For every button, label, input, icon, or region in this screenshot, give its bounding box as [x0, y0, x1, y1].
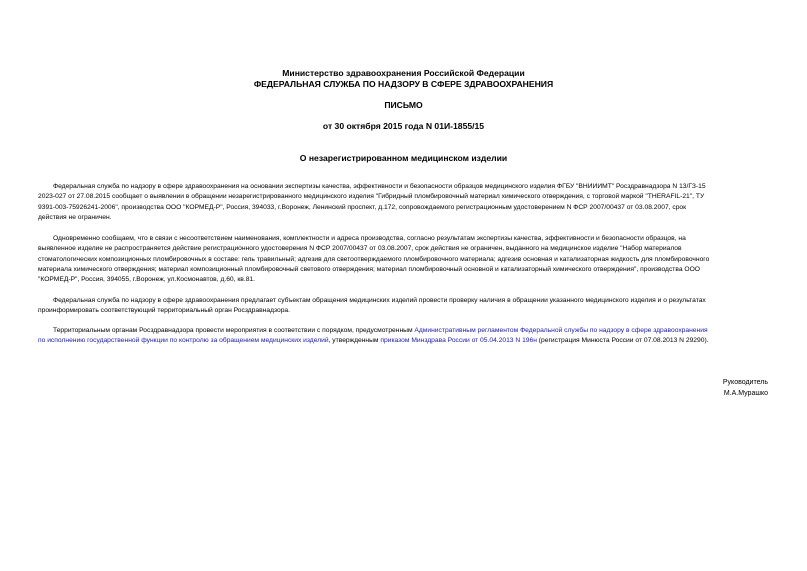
document-subject: О незарегистрированном медицинском изделии: [299, 153, 508, 163]
signature-position: Руководитель: [722, 379, 768, 386]
document-date-number: от 30 октября 2015 года N 01И-1855/15: [322, 121, 485, 131]
paragraph-4: [38, 326, 778, 347]
paragraph-line: выявленное изделие не распространяется действие регистрационного удостоверения N ФСР 2007/00437 от 03.08.2007, срок действия не ограничен, выданного на медицинское изделие "Набор материалов: [38, 245, 682, 253]
paragraph-line: 9391-003-75926241-2006", производства ООО "КОРМЕД-Р", Россия, 394033, г.Воронеж, Ленинский проспект, д.172, сопровождаемого регистрационным удостоверением N ФСР 2007/00437 от 03.08.2007, срок: [38, 203, 687, 211]
paragraph-1: [38, 182, 778, 223]
paragraph-line: [38, 326, 778, 336]
paragraph-text: , утвержденным: [328, 337, 381, 345]
paragraph-line: 2023-027 от 27.08.2015 сообщает о выявлении в обращении незарегистрированного медицинского изделия "Гибридный пломбировочный материал химического отверждения, с торговой маркой "THERAFIL-21", ТУ: [38, 193, 705, 201]
paragraph-line: Одновременно сообщаем, что в связи с несоответствием наименования, комплектности и адреса производства, согласно результатам экспертизы качества, эффективности и безопасности образцов, на: [53, 235, 686, 242]
service-title: ФЕДЕРАЛЬНАЯ СЛУЖБА ПО НАДЗОРУ В СФЕРЕ ЗДРАВООХРАНЕНИЯ: [253, 79, 554, 89]
document-type: ПИСЬМО: [384, 100, 423, 110]
paragraph-text: (регистрация Минюста России от 07.08.2013 N 29290).: [536, 337, 709, 345]
order-196n-link[interactable]: приказом Минздрава России от 05.04.2013 N 196н: [380, 337, 537, 345]
paragraph-line: материала химического отверждения; материал композиционный пломбировочный светового отверждения; материал пломбировочный основной и катализаторный химического отверждения", производства ООО: [38, 265, 701, 273]
paragraph-line: [38, 336, 778, 346]
paragraph-line: стоматологических композиционных пломбировочных в составе: гель травильный; адгезив для светоотверждаемого пломбировочного материала; адгезив основная и катализаторная жидкость для пломбировочного: [38, 255, 710, 263]
paragraph-line: "КОРМЕД-Р", Россия, 394055, г.Воронеж, ул.Космонавтов, д.60, кв.81.: [38, 276, 255, 284]
paragraph-line: проинформировать соответствующий территориальный орган Росздравнадзора.: [38, 307, 290, 315]
signature-name: М.А.Мурашко: [723, 390, 768, 397]
paragraph-line: действия не ограничен.: [38, 213, 112, 221]
paragraph-3: [38, 296, 778, 317]
ministry-title: Министерство здравоохранения Российской Федерации: [282, 68, 525, 78]
admin-regulation-link-continued[interactable]: по исполнению государственной функции по контролю за обращением медицинских изделий: [38, 337, 329, 345]
paragraph-line: Федеральная служба по надзору в сфере здравоохранения предлагает субъектам обращения медицинских изделий провести проверку наличия в обращении указанного медицинского изделия и о результатах: [53, 297, 706, 304]
paragraph-text: Территориальным органам Росздравнадзора провести мероприятия в соответствии с порядком, предусмотренным: [53, 327, 415, 334]
admin-regulation-link[interactable]: Административным регламентом Федеральной службы по надзору в сфере здравоохранения: [414, 327, 708, 334]
paragraph-2: [38, 234, 778, 285]
paragraph-line: Федеральная служба по надзору в сфере здравоохранения на основании экспертизы качества, эффективности и безопасности образцов медицинского изделия ФГБУ "ВНИИИМТ" Росздравнадзора N 13/ГЗ-15: [53, 183, 706, 190]
